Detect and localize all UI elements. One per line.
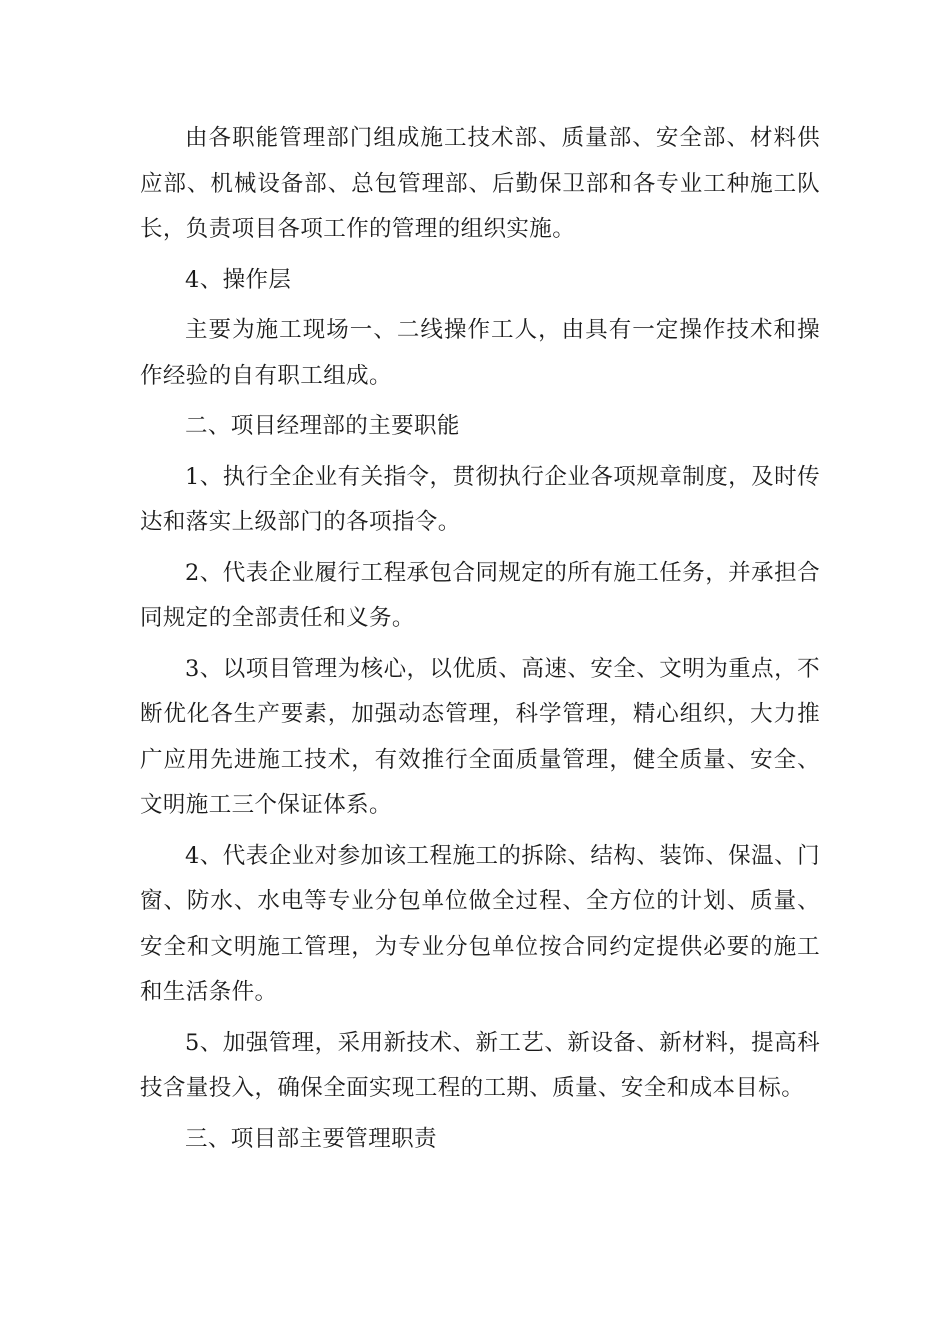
paragraph-departments: 由各职能管理部门组成施工技术部、质量部、安全部、材料供应部、机械设备部、总包管理部、后勤保卫部和各专业工种施工队长，负责项目各项工作的管理的组织实施。: [140, 125, 820, 242]
heading-main-functions: 二、项目经理部的主要职能: [185, 413, 460, 439]
heading-operation-layer: 4、操作层: [185, 266, 292, 293]
paragraph-function-5: 5、加强管理，采用新技术、新工艺、新设备、新材料，提高科技含量投入，确保全面实现工程的工期、质量、安全和成本目标。: [140, 1029, 820, 1101]
paragraph-operation-layer: 主要为施工现场一、二线操作工人，由具有一定操作技术和操作经验的自有职工组成。: [140, 317, 820, 389]
paragraph-function-4: 4、代表企业对参加该工程施工的拆除、结构、装饰、保温、门窗、防水、水电等专业分包单位做全过程、全方位的计划、质量、安全和文明施工管理，为专业分包单位按合同约定提供必要的施工和生活条件。: [140, 842, 820, 1005]
paragraph-function-2: 2、代表企业履行工程承包合同规定的所有施工任务，并承担合同规定的全部责任和义务。: [140, 559, 820, 631]
paragraph-function-3: 3、以项目管理为核心，以优质、高速、安全、文明为重点，不断优化各生产要素，加强动态管理，科学管理，精心组织，大力推广应用先进施工技术，有效推行全面质量管理，健全质量、安全、文明施工三个保证体系。: [140, 655, 820, 818]
heading-management-duties: 三、项目部主要管理职责: [185, 1125, 437, 1152]
paragraph-function-1: 1、执行全企业有关指令，贯彻执行企业各项规章制度，及时传达和落实上级部门的各项指令。: [140, 463, 820, 535]
document-body: [140, 116, 820, 1167]
